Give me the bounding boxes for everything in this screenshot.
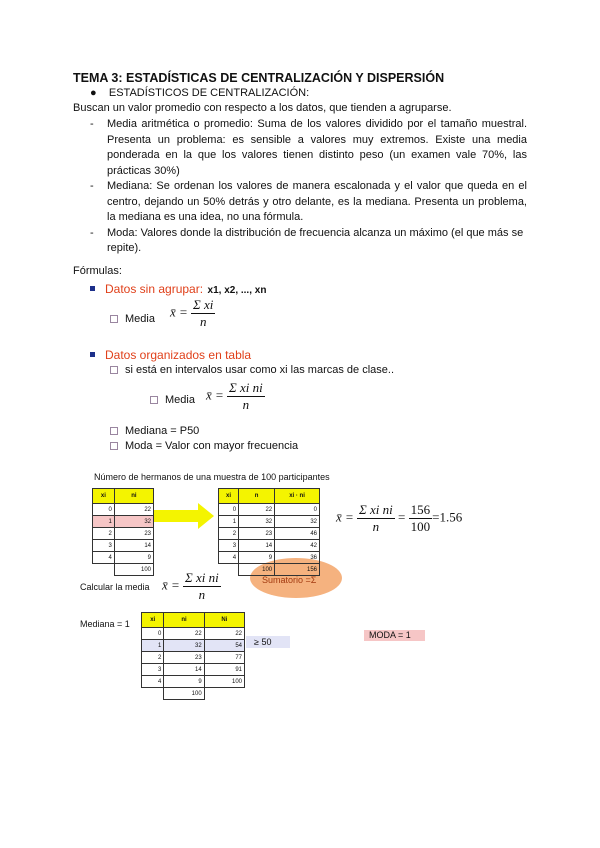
table-row — [142, 652, 245, 664]
result-value: =1.56 — [432, 509, 463, 525]
cell: 1 — [219, 516, 239, 528]
page-title: TEMA 3: ESTADÍSTICAS DE CENTRALIZACIÓN Y DISPERSIÓN — [73, 71, 445, 85]
col-header: n — [239, 489, 275, 504]
definition-list — [90, 117, 527, 257]
formula-lhs: x̄ = — [206, 387, 224, 403]
product-table — [218, 488, 320, 576]
table-row — [219, 540, 320, 552]
table-row — [142, 676, 245, 688]
cell: 32 — [114, 516, 153, 528]
moda-text: Moda = Valor con mayor frecuencia — [125, 440, 299, 452]
calc-formula — [162, 570, 221, 603]
moda-label: MODA = 1 — [364, 630, 425, 641]
cell: 0 — [219, 504, 239, 516]
table-row — [219, 552, 320, 564]
formula-num: Σ xi ni — [185, 570, 219, 585]
formula-lhs: x̄ = — [162, 577, 180, 593]
cell: 4 — [219, 552, 239, 564]
col-header: xi — [93, 489, 115, 504]
cell: 77 — [204, 652, 244, 664]
list-item: - Mediana: Se ordenan los valores de manera escalonada y el valor que queda en el centro, dejando un 50% detrás y otro delante, es la mediana. Presenta un problema, la mediana es una idea, no una fórmula. — [90, 179, 527, 226]
cell: 14 — [164, 664, 204, 676]
cell: 9 — [114, 552, 153, 564]
table-row — [93, 540, 154, 552]
checkbox-bullet-icon — [110, 366, 118, 374]
cell: 32 — [239, 516, 275, 528]
cell: 0 — [93, 504, 115, 516]
fraction-num: 156 — [410, 502, 431, 517]
ungrouped-formula — [170, 297, 215, 330]
ungrouped-media — [110, 312, 155, 328]
grouped-heading — [90, 346, 251, 364]
cell: 22 — [239, 504, 275, 516]
table-row — [93, 528, 154, 540]
col-header: ni — [164, 613, 204, 628]
cell: 2 — [219, 528, 239, 540]
cell: 2 — [142, 652, 164, 664]
grouped-mediana — [110, 424, 199, 440]
sumatorio-label: Sumatorio =Σ — [262, 575, 317, 585]
total-row — [93, 564, 154, 576]
intro-text: Buscan un valor promedio con respecto a los datos, que tienden a agruparse. — [73, 102, 452, 114]
ungrouped-label: Datos sin agrupar: — [105, 282, 204, 296]
calc-label: Calcular la media — [80, 582, 150, 592]
col-header: xi — [219, 489, 239, 504]
ge50-label: ≥ 50 — [246, 636, 290, 648]
mediana-label: Mediana = 1 — [80, 619, 130, 629]
list-item: - Media aritmética o promedio: Suma de los valores dividido por el tamaño muestral. Presenta un problema: es sensible a valores muy extremos. Existe una media ponderada en la que los valores tienen distinto peso (un examen vale 70%, las prácticas 30%) — [90, 117, 527, 179]
cell: 100 — [204, 676, 244, 688]
table-row — [219, 504, 320, 516]
list-item-text: Mediana: Se ordenan los valores de manera escalonada y el valor que queda en el centro, dejando un 50% detrás y otro delante, es la mediana. Presenta un problema, la mediana es una idea, no una fórmula. — [107, 180, 527, 223]
cell: 9 — [164, 676, 204, 688]
checkbox-bullet-icon — [150, 396, 158, 404]
mediana-text: Mediana = P50 — [125, 425, 200, 437]
fraction-den: 100 — [410, 519, 431, 534]
square-bullet-icon — [90, 286, 95, 291]
table-row — [142, 628, 245, 640]
table-row — [142, 664, 245, 676]
cell: 9 — [239, 552, 275, 564]
cell: 1 — [93, 516, 115, 528]
table-row — [219, 516, 320, 528]
total-row — [142, 688, 245, 700]
cell: 156 — [275, 564, 320, 576]
cell: 36 — [275, 552, 320, 564]
cell: 32 — [275, 516, 320, 528]
cell: 23 — [164, 652, 204, 664]
grouped-note — [110, 363, 394, 379]
equals: = — [398, 509, 406, 525]
table-row — [219, 528, 320, 540]
grouped-moda — [110, 439, 298, 455]
cell: 42 — [275, 540, 320, 552]
square-bullet-icon — [90, 352, 95, 357]
cell: 3 — [219, 540, 239, 552]
table-row — [93, 516, 154, 528]
cell: 23 — [114, 528, 153, 540]
cell: 46 — [275, 528, 320, 540]
section-text: ESTADÍSTICOS DE CENTRALIZACIÓN: — [108, 87, 310, 99]
formula-den: n — [199, 314, 207, 329]
grouped-formula — [206, 380, 265, 413]
table-row — [93, 504, 154, 516]
formula-den: n — [372, 519, 380, 534]
note-text: si está en intervalos usar como xi las marcas de clase.. — [125, 364, 395, 376]
example-caption: Número de hermanos de una muestra de 100 participantes — [94, 472, 330, 482]
cell: 3 — [142, 664, 164, 676]
cell: 0 — [275, 504, 320, 516]
cell: 23 — [239, 528, 275, 540]
cumulative-table — [141, 612, 245, 700]
result-formula — [336, 502, 462, 535]
formulas-label: Fórmulas: — [73, 265, 122, 277]
cell: 14 — [114, 540, 153, 552]
cell: 14 — [239, 540, 275, 552]
frequency-table — [92, 488, 154, 576]
table-row — [142, 640, 245, 652]
grouped-media — [150, 393, 195, 409]
table-row — [93, 552, 154, 564]
cell: 1 — [142, 640, 164, 652]
checkbox-bullet-icon — [110, 427, 118, 435]
media-label: Media — [125, 313, 155, 325]
col-header: xi — [142, 613, 164, 628]
arrow-right-icon — [154, 503, 214, 529]
formula-den: n — [242, 397, 250, 412]
cell: 0 — [142, 628, 164, 640]
cell: 22 — [204, 628, 244, 640]
formula-num: Σ xi ni — [359, 502, 393, 517]
cell: 100 — [164, 688, 204, 700]
col-header: ni — [114, 489, 153, 504]
checkbox-bullet-icon — [110, 442, 118, 450]
cell: 3 — [93, 540, 115, 552]
formula-num: Σ xi ni — [229, 380, 263, 395]
cell: 91 — [204, 664, 244, 676]
cell: 4 — [142, 676, 164, 688]
formula-lhs: x̄ = — [170, 304, 188, 320]
list-item-text: Moda: Valores donde la distribución de frecuencia alcanza un máximo (el que más se repite). — [107, 226, 524, 254]
list-item: - Moda: Valores donde la distribución de frecuencia alcanza un máximo (el que más se repite). — [90, 226, 527, 257]
media-label: Media — [165, 394, 195, 406]
cell: 32 — [164, 640, 204, 652]
cell: 100 — [114, 564, 153, 576]
checkbox-bullet-icon — [110, 315, 118, 323]
list-item-text: Media aritmética o promedio: Suma de los valores dividido por el tamaño muestral. Presenta un problema: es sensible a valores muy extremos. Existe una media ponderada en la que los valores tienen distinto peso (un examen vale 70%, las prácticas 30%) — [107, 118, 527, 177]
col-header: Ni — [204, 613, 244, 628]
formula-num: Σ xi — [193, 297, 214, 312]
cell: 22 — [164, 628, 204, 640]
grouped-label: Datos organizados en tabla — [105, 348, 252, 362]
cell: 100 — [239, 564, 275, 576]
cell: 2 — [93, 528, 115, 540]
total-row — [219, 564, 320, 576]
ungrouped-vars: x1, x2, ..., xn — [207, 285, 267, 296]
col-header: xi · ni — [275, 489, 320, 504]
cell: 4 — [93, 552, 115, 564]
section-heading: ● ESTADÍSTICOS DE CENTRALIZACIÓN: — [90, 87, 310, 99]
cell: 54 — [204, 640, 244, 652]
formula-lhs: x̄ = — [336, 509, 354, 525]
cell: 22 — [114, 504, 153, 516]
formula-den: n — [198, 587, 206, 602]
ungrouped-heading — [90, 280, 266, 298]
